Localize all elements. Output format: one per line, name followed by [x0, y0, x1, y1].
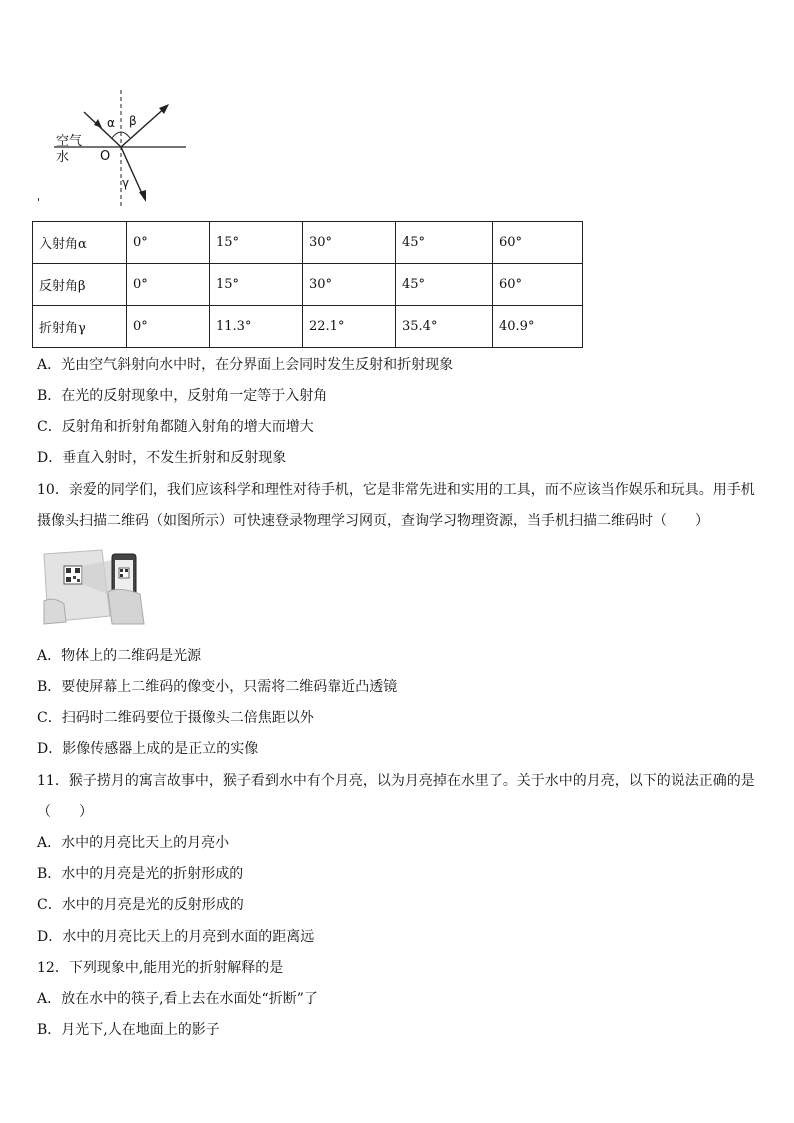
q9-option-c: C．反射角和折射角都随入射角的增大而增大 — [37, 419, 314, 435]
angle-table — [32, 221, 583, 348]
q10-option-a: A．物体上的二维码是光源 — [37, 648, 202, 664]
table-cell: 0° — [127, 306, 210, 348]
table-cell: 0° — [127, 222, 210, 264]
alpha-label: α — [107, 116, 115, 130]
q9-option-b: B．在光的反射现象中，反射角一定等于入射角 — [37, 388, 328, 404]
q10-option-d: D．影像传感器上成的是正立的实像 — [37, 741, 259, 757]
q12-stem: 12．下列现象中,能用光的折射解释的是 — [37, 960, 284, 976]
refracted-arrow — [139, 190, 146, 202]
beta-label: β — [129, 114, 137, 128]
table-row — [33, 306, 583, 348]
table-cell: 30° — [303, 222, 396, 264]
table-cell: 0° — [127, 264, 210, 306]
q11-stem-line1: 11．猴子捞月的寓言故事中，猴子看到水中有个月亮，以为月亮掉在水里了。关于水中的月亮，以下的说法正确的是 — [37, 773, 755, 789]
table-cell: 15° — [210, 264, 303, 306]
refracted-ray — [121, 147, 144, 198]
q10-option-c: C．扫码时二维码要位于摄像头二倍焦距以外 — [37, 710, 314, 726]
table-cell: 35.4° — [396, 306, 493, 348]
incident-ray — [84, 112, 121, 147]
qr-scan-photo — [40, 546, 148, 626]
table-row — [33, 264, 583, 306]
gamma-label: γ — [122, 176, 130, 190]
corner-mark: ' — [37, 196, 41, 209]
table-row — [33, 222, 583, 264]
q10-stem-line2: 摄像头扫描二维码（如图所示）可快速登录物理学习网页，查询学习物理资源，当手机扫描二维码时（ ） — [37, 513, 709, 529]
q12-option-a: A．放在水中的筷子,看上去在水面处“折断”了 — [37, 991, 318, 1007]
row-label: 反射角β — [33, 264, 127, 306]
table-cell: 45° — [396, 264, 493, 306]
table-cell: 15° — [210, 222, 303, 264]
reflected-ray — [121, 106, 167, 147]
q9-option-a: A．光由空气斜射向水中时，在分界面上会同时发生反射和折射现象 — [37, 357, 454, 373]
q11-stem-line2: （ ） — [37, 804, 93, 820]
table-cell: 60° — [493, 264, 583, 306]
water-label: 水 — [56, 150, 70, 165]
table-cell: 30° — [303, 264, 396, 306]
q11-option-d: D．水中的月亮比天上的月亮到水面的距离远 — [37, 929, 315, 945]
table-cell: 40.9° — [493, 306, 583, 348]
q11-option-c: C．水中的月亮是光的反射形成的 — [37, 897, 244, 913]
q9-option-d: D．垂直入射时，不发生折射和反射现象 — [37, 450, 287, 466]
q12-option-b: B．月光下,人在地面上的影子 — [37, 1022, 220, 1038]
q11-option-b: B．水中的月亮是光的折射形成的 — [37, 866, 244, 882]
q11-option-a: A．水中的月亮比天上的月亮小 — [37, 835, 230, 851]
table-cell: 22.1° — [303, 306, 396, 348]
refraction-diagram — [36, 88, 196, 210]
incident-arrow — [94, 119, 102, 128]
row-label: 折射角γ — [33, 306, 127, 348]
row-label: 入射角α — [33, 222, 127, 264]
q10-option-b: B．要使屏幕上二维码的像变小，只需将二维码靠近凸透镜 — [37, 679, 398, 695]
qr-scan-photo-svg — [40, 546, 148, 626]
origin-label: O — [100, 149, 111, 164]
table-cell: 45° — [396, 222, 493, 264]
table-cell: 60° — [493, 222, 583, 264]
air-label: 空气 — [56, 134, 83, 149]
table-cell: 11.3° — [210, 306, 303, 348]
q10-stem-line1: 10．亲爱的同学们，我们应该科学和理性对待手机，它是非常先进和实用的工具，而不应该当作娱乐和玩具。用手机 — [37, 482, 755, 498]
